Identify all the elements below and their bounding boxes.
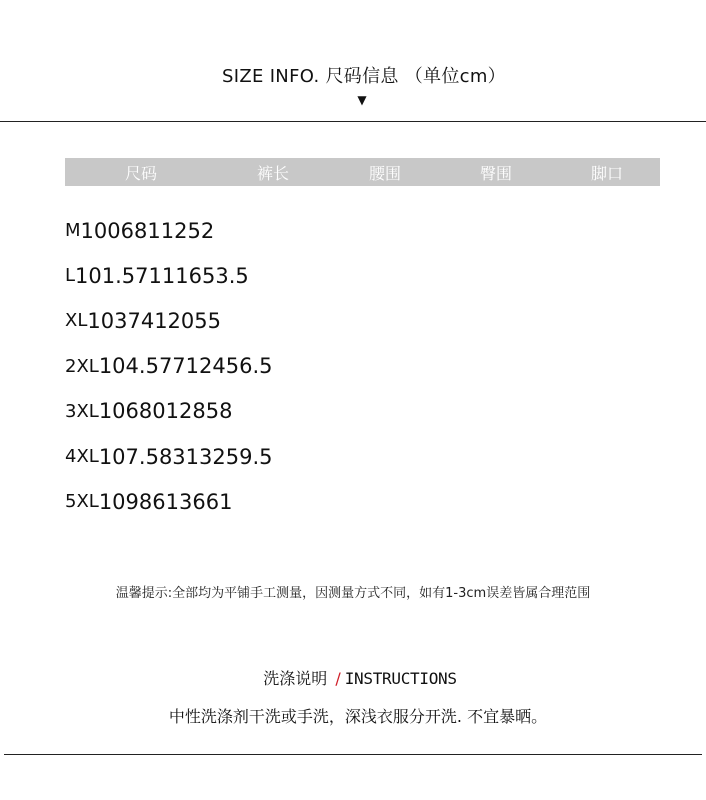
table-row bbox=[65, 434, 660, 479]
down-arrow-icon: ▼ bbox=[357, 93, 367, 107]
top-divider bbox=[0, 121, 706, 122]
cell-size: L bbox=[65, 265, 76, 287]
cell-hip: 112 bbox=[147, 218, 188, 243]
cell-length: 107.5 bbox=[98, 444, 159, 469]
cell-hem: 61 bbox=[205, 489, 233, 514]
header-hip: 臀围 bbox=[479, 163, 512, 183]
wash-title-cn: 洗涤说明 bbox=[263, 669, 328, 688]
table-row bbox=[65, 208, 660, 253]
header-length: 裤长 bbox=[256, 163, 289, 183]
size-info-title: SIZE INFO. 尺码信息 （单位cm） bbox=[222, 66, 506, 87]
slash-mark: / bbox=[335, 669, 341, 688]
cell-waist: 74 bbox=[127, 308, 155, 333]
cell-hem: 59.5 bbox=[225, 444, 273, 469]
size-table bbox=[65, 158, 660, 524]
cell-hip: 132 bbox=[185, 444, 226, 469]
table-row bbox=[65, 479, 660, 524]
cell-length: 106 bbox=[98, 399, 139, 424]
table-row bbox=[65, 344, 660, 389]
header-waist: 腰围 bbox=[368, 163, 401, 183]
cell-hem: 55 bbox=[194, 308, 222, 333]
table-row bbox=[65, 298, 660, 343]
table-row bbox=[65, 389, 660, 434]
header-hem: 脚口 bbox=[590, 163, 623, 183]
cell-hip: 124 bbox=[185, 354, 226, 379]
cell-waist: 77 bbox=[158, 354, 186, 379]
header-size: 尺码 bbox=[124, 163, 157, 183]
cell-length: 104.5 bbox=[98, 354, 159, 379]
cell-waist: 83 bbox=[158, 444, 186, 469]
bottom-divider bbox=[4, 754, 702, 755]
cell-size: M bbox=[65, 220, 81, 242]
table-header bbox=[65, 158, 660, 186]
cell-size: 5XL bbox=[65, 491, 99, 513]
wash-instructions-title bbox=[0, 666, 706, 689]
cell-size: XL bbox=[65, 310, 88, 332]
cell-hem: 53.5 bbox=[201, 263, 249, 288]
cell-length: 100 bbox=[80, 218, 121, 243]
cell-hip: 136 bbox=[165, 489, 206, 514]
cell-size: 3XL bbox=[65, 400, 99, 422]
cell-waist: 86 bbox=[138, 489, 166, 514]
cell-waist: 68 bbox=[120, 218, 148, 243]
cell-length: 109 bbox=[98, 489, 139, 514]
cell-waist: 71 bbox=[135, 263, 162, 288]
wash-title-en: INSTRUCTIONS bbox=[344, 669, 457, 688]
cell-hem: 52 bbox=[187, 218, 215, 243]
cell-hem: 58 bbox=[205, 399, 233, 424]
cell-length: 101.5 bbox=[75, 263, 136, 288]
measurement-note: 温馨提示:全部均为平铺手工测量，因测量方式不同，如有1-3cm误差皆属合理范围 bbox=[115, 586, 591, 601]
cell-waist: 80 bbox=[138, 399, 166, 424]
cell-length: 103 bbox=[87, 308, 128, 333]
wash-instructions-text: 中性洗涤剂干洗或手洗，深浅衣服分开洗. 不宜暴晒。 bbox=[168, 707, 548, 726]
table-row bbox=[65, 253, 660, 298]
cell-hip: 116 bbox=[161, 263, 202, 288]
cell-hem: 56.5 bbox=[225, 354, 273, 379]
cell-size: 4XL bbox=[65, 446, 99, 468]
cell-hip: 120 bbox=[154, 308, 195, 333]
cell-hip: 128 bbox=[165, 399, 206, 424]
cell-size: 2XL bbox=[65, 355, 99, 377]
table-body bbox=[65, 186, 660, 524]
